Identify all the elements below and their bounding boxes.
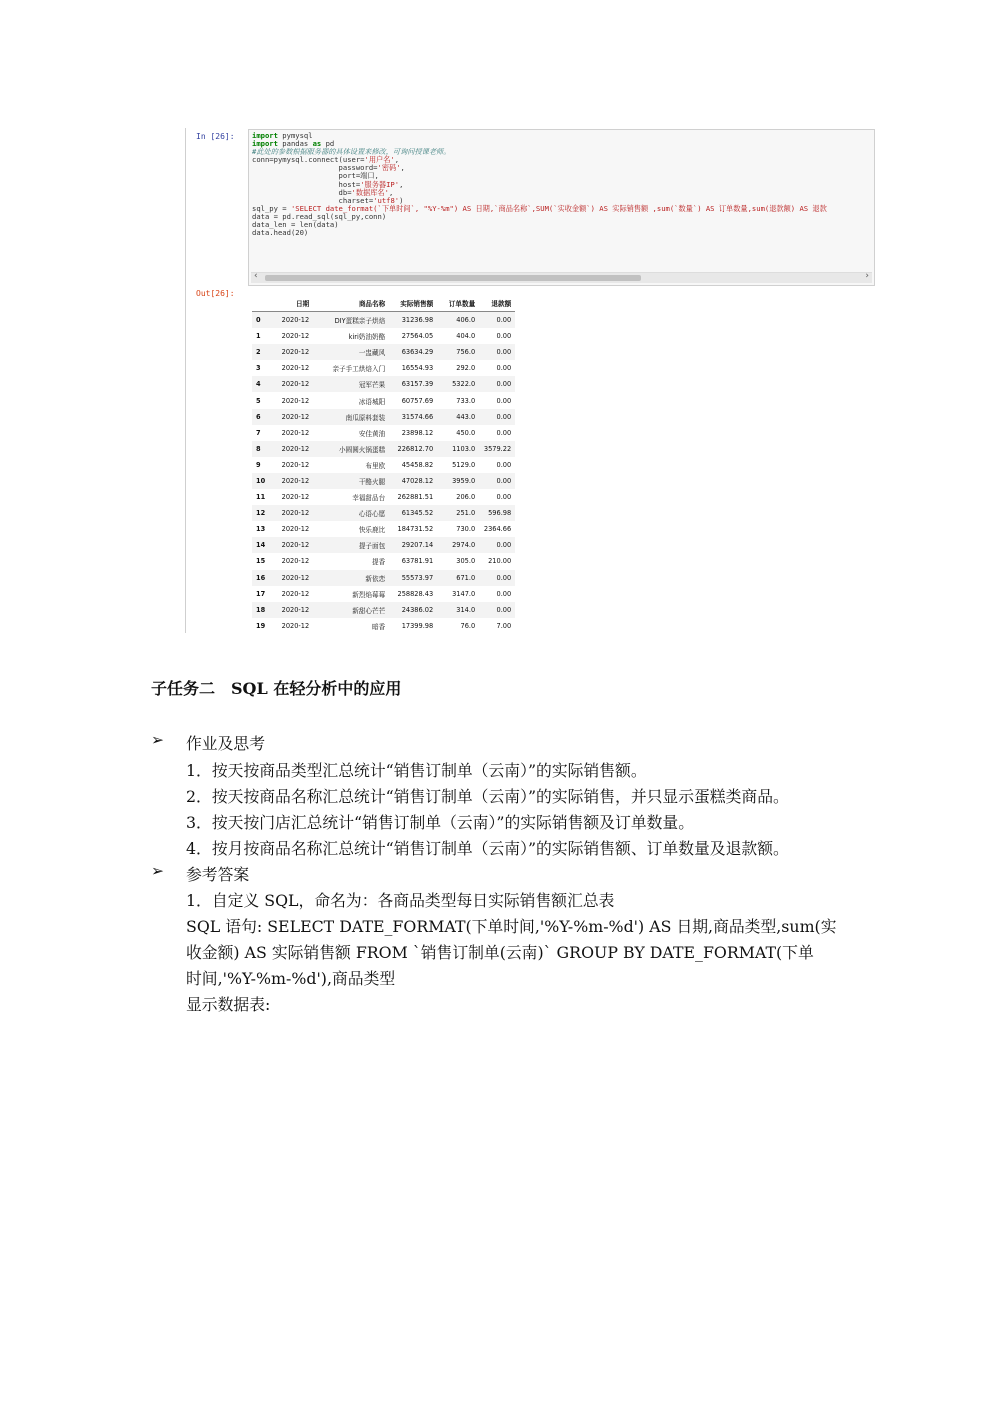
table-cell: 730.0 bbox=[456, 525, 476, 534]
table-row bbox=[252, 425, 515, 441]
code-token: , bbox=[388, 187, 394, 197]
row-index: 19 bbox=[256, 621, 266, 630]
code-token: '用户名' bbox=[364, 155, 395, 165]
code-token: data = pd.read_sql(sql_py,conn) bbox=[252, 211, 387, 221]
table-cell: 596.98 bbox=[479, 505, 515, 521]
table-cell: 布里欧 bbox=[365, 461, 386, 470]
answer-line: 时间,'%Y-%m-%d'),商品类型 bbox=[186, 969, 396, 988]
table-row bbox=[252, 586, 515, 602]
table-cell: 2364.66 bbox=[483, 525, 512, 534]
row-index: 13 bbox=[256, 525, 266, 534]
column-header: 退款额 bbox=[479, 295, 515, 312]
table-cell: 443.0 bbox=[437, 409, 479, 425]
table-cell: 0.00 bbox=[479, 312, 515, 329]
code-token: #此处的参数根据服务器的具体设置来修改，可询问授课老师。 bbox=[252, 147, 451, 157]
table-cell: 27564.05 bbox=[401, 332, 434, 341]
table-cell: 幸福甜品台 bbox=[352, 494, 386, 503]
table-cell: 210.00 bbox=[488, 557, 512, 566]
table-row bbox=[252, 537, 515, 553]
table-cell: 0.00 bbox=[496, 332, 512, 341]
row-index: 11 bbox=[256, 493, 266, 502]
table-cell: 63781.91 bbox=[401, 557, 434, 566]
code-line bbox=[252, 221, 871, 229]
table-row bbox=[252, 360, 515, 376]
table-cell: 47028.12 bbox=[389, 473, 437, 489]
row-index: 8 bbox=[252, 441, 269, 457]
table-cell: 733.0 bbox=[456, 396, 476, 405]
table-cell: 258828.43 bbox=[397, 589, 434, 598]
homework-item: 4．按月按商品名称汇总统计“销售订制单（云南）”的实际销售额、订单数量及退款额。 bbox=[186, 839, 789, 858]
table-cell: 5322.0 bbox=[437, 376, 479, 392]
table-cell: 1103.0 bbox=[437, 441, 479, 457]
table-cell: 206.0 bbox=[456, 493, 476, 502]
table-cell: 292.0 bbox=[456, 364, 476, 373]
row-index: 15 bbox=[256, 557, 266, 566]
code-token: , bbox=[400, 163, 405, 173]
code-token: port=端口, bbox=[252, 171, 379, 181]
table-cell: 冰语城阳 bbox=[358, 397, 386, 406]
table-cell: 55573.97 bbox=[389, 570, 437, 586]
table-cell: 快乐鹿比 bbox=[358, 526, 386, 535]
row-index: 16 bbox=[252, 570, 269, 586]
table-row bbox=[252, 457, 515, 473]
table-row bbox=[252, 489, 515, 505]
homework-item: 3．按天按门店汇总统计“销售订制单（云南）”的实际销售额及订单数量。 bbox=[186, 813, 695, 832]
table-cell: 0.00 bbox=[479, 570, 515, 586]
code-token: 'SELECT date_format(`下单时间`, "%Y-%m") AS 日期,`商品名称`,SUM(`实收金额`) AS 实际销售额 ,sum(`数量`) AS 订单数量,sum(退款额) AS 退款 bbox=[290, 203, 827, 213]
table-cell: 184731.52 bbox=[397, 525, 434, 534]
table-row bbox=[252, 602, 515, 618]
table-cell: 小圆圆火锅蛋糕 bbox=[313, 441, 389, 457]
table-cell: 671.0 bbox=[437, 570, 479, 586]
code-token: 'utf8' bbox=[373, 195, 400, 205]
table-cell: 61345.52 bbox=[389, 505, 437, 521]
table-cell: 24386.02 bbox=[389, 602, 437, 618]
table-cell: 2020-12 bbox=[269, 344, 313, 360]
code-line bbox=[252, 213, 871, 221]
row-index: 18 bbox=[252, 602, 269, 618]
table-row bbox=[252, 409, 515, 425]
code-token: db= bbox=[252, 187, 352, 197]
table-cell: 0.00 bbox=[496, 460, 512, 469]
table-cell: 0.00 bbox=[479, 344, 515, 360]
table-cell: 2020-12 bbox=[281, 364, 310, 373]
table-cell: 干酪火腿 bbox=[313, 473, 389, 489]
table-cell: 29207.14 bbox=[389, 537, 437, 553]
code-token: '密码' bbox=[377, 163, 401, 173]
table-cell: 406.0 bbox=[437, 312, 479, 329]
table-cell: 31574.66 bbox=[389, 409, 437, 425]
input-prompt: In [26]: bbox=[196, 132, 235, 141]
table-cell: 0.00 bbox=[479, 537, 515, 553]
row-index: 14 bbox=[252, 537, 269, 553]
table-cell: 17399.98 bbox=[401, 621, 434, 630]
row-index: 1 bbox=[256, 332, 261, 341]
table-cell: 2020-12 bbox=[269, 505, 313, 521]
table-cell: 2020-12 bbox=[269, 312, 313, 329]
code-token: '数据库名' bbox=[351, 187, 389, 197]
row-index: 10 bbox=[252, 473, 269, 489]
table-cell: 756.0 bbox=[437, 344, 479, 360]
table-cell: 亲子手工烘焙入门 bbox=[332, 365, 386, 374]
answer-line: 收金额) AS 实际销售额 FROM `销售订制单(云南)` GROUP BY DATE_FORMAT(下单 bbox=[186, 943, 814, 962]
code-token: host= bbox=[252, 179, 361, 189]
table-cell: 新依恋 bbox=[313, 570, 389, 586]
answer-line: 1．自定义 SQL，命名为：各商品类型每日实际销售额汇总表 bbox=[186, 891, 615, 910]
table-row bbox=[252, 570, 515, 586]
table-cell: 2020-12 bbox=[281, 621, 310, 630]
table-cell: 314.0 bbox=[437, 602, 479, 618]
table-row bbox=[252, 376, 515, 392]
answer-line: SQL 语句: SELECT DATE_FORMAT(下单时间,'%Y-%m-%d') AS 日期,商品类型,sum(实 bbox=[186, 917, 837, 936]
table-row bbox=[252, 312, 515, 329]
table-cell: 0.00 bbox=[496, 364, 512, 373]
code-token: data_len = len(data) bbox=[252, 220, 339, 230]
table-cell: 2020-12 bbox=[281, 396, 310, 405]
table-row bbox=[252, 344, 515, 360]
row-index: 17 bbox=[256, 589, 266, 598]
table-cell: 2020-12 bbox=[281, 525, 310, 534]
table-cell: 23898.12 bbox=[401, 428, 434, 437]
table-cell: 2974.0 bbox=[437, 537, 479, 553]
table-row bbox=[252, 521, 515, 537]
table-cell: 2020-12 bbox=[269, 376, 313, 392]
index-header bbox=[252, 295, 269, 312]
table-row bbox=[252, 392, 515, 408]
table-cell: 2020-12 bbox=[281, 428, 310, 437]
table-row bbox=[252, 328, 515, 344]
code-token: data.head(20) bbox=[252, 228, 309, 238]
code-token: as bbox=[312, 139, 322, 149]
table-cell: 3579.22 bbox=[479, 441, 515, 457]
table-row bbox=[252, 553, 515, 569]
table-cell: 2020-12 bbox=[269, 570, 313, 586]
row-index: 3 bbox=[256, 364, 261, 373]
output-prompt: Out[26]: bbox=[196, 289, 235, 298]
table-cell: 76.0 bbox=[460, 621, 476, 630]
row-index: 9 bbox=[256, 460, 261, 469]
table-cell: 7.00 bbox=[496, 621, 512, 630]
code-token: pd bbox=[321, 139, 335, 149]
table-cell: 提香 bbox=[372, 558, 386, 567]
table-cell: 安佳黄油 bbox=[358, 429, 386, 438]
column-header: 订单数量 bbox=[437, 295, 479, 312]
table-cell: 3959.0 bbox=[437, 473, 479, 489]
table-cell: 450.0 bbox=[456, 428, 476, 437]
row-index: 4 bbox=[252, 376, 269, 392]
code-token: , bbox=[399, 179, 404, 189]
column-header: 商品名称 bbox=[313, 295, 389, 312]
table-cell: 提子面包 bbox=[313, 537, 389, 553]
table-cell: 251.0 bbox=[437, 505, 479, 521]
homework-item: 2．按天按商品名称汇总统计“销售订制单（云南）”的实际销售，并只显示蛋糕类商品。 bbox=[186, 787, 789, 806]
table-cell: 2020-12 bbox=[269, 473, 313, 489]
column-header: 日期 bbox=[269, 295, 313, 312]
table-cell: 2020-12 bbox=[269, 409, 313, 425]
table-cell: 2020-12 bbox=[269, 602, 313, 618]
row-index: 6 bbox=[252, 409, 269, 425]
code-token: '服务器IP' bbox=[360, 179, 400, 189]
code-token: pandas bbox=[277, 139, 313, 149]
row-index: 0 bbox=[252, 312, 269, 329]
code-token: sql_py = bbox=[252, 203, 291, 213]
table-cell: 2020-12 bbox=[281, 493, 310, 502]
table-cell: 冠军芒果 bbox=[313, 376, 389, 392]
table-cell: 305.0 bbox=[456, 557, 476, 566]
table-cell: 0.00 bbox=[496, 396, 512, 405]
table-cell: 心语心愿 bbox=[313, 505, 389, 521]
table-cell: 226812.70 bbox=[389, 441, 437, 457]
table-cell: 63157.39 bbox=[389, 376, 437, 392]
table-cell: 2020-12 bbox=[281, 332, 310, 341]
code-token: conn=pymysql.connect(user= bbox=[252, 155, 365, 165]
code-token: password= bbox=[252, 163, 378, 173]
table-cell: 3147.0 bbox=[452, 589, 476, 598]
table-row bbox=[252, 473, 515, 489]
table-cell: 45458.82 bbox=[401, 460, 434, 469]
table-cell: 0.00 bbox=[479, 376, 515, 392]
scroll-right-icon[interactable]: › bbox=[865, 271, 869, 281]
column-header: 实际销售额 bbox=[389, 295, 437, 312]
table-cell: 63634.29 bbox=[389, 344, 437, 360]
bullet-icon: ➢ bbox=[151, 862, 164, 880]
table-cell: 2020-12 bbox=[281, 589, 310, 598]
code-line bbox=[252, 132, 871, 140]
answer-heading: 参考答案 bbox=[186, 865, 250, 884]
subtask-title: 子任务二 SQL 在轻分析中的应用 bbox=[151, 679, 402, 698]
code-token: import bbox=[252, 131, 278, 140]
table-cell: 2020-12 bbox=[269, 441, 313, 457]
homework-item: 1．按天按商品类型汇总统计“销售订制单（云南）”的实际销售额。 bbox=[186, 761, 647, 780]
code-token: , bbox=[394, 155, 400, 165]
scrollbar-thumb[interactable] bbox=[265, 275, 641, 281]
row-index: 7 bbox=[256, 428, 261, 437]
table-cell: 262881.51 bbox=[397, 493, 434, 502]
code-token: ) bbox=[399, 195, 404, 205]
horizontal-scrollbar[interactable] bbox=[251, 272, 872, 283]
table-cell: 404.0 bbox=[456, 332, 476, 341]
scroll-left-icon[interactable]: ‹ bbox=[254, 271, 258, 281]
code-editor[interactable] bbox=[249, 130, 874, 237]
table-cell: 0.00 bbox=[496, 428, 512, 437]
table-cell: 一盅藏风 bbox=[313, 344, 389, 360]
code-line bbox=[252, 229, 871, 237]
table-cell: 0.00 bbox=[479, 409, 515, 425]
table-cell: 60757.69 bbox=[401, 396, 434, 405]
table-cell: kiri奶油奶酪 bbox=[348, 333, 386, 342]
dataframe-output bbox=[252, 295, 515, 634]
table-cell: 0.00 bbox=[479, 602, 515, 618]
table-row bbox=[252, 441, 515, 457]
table-cell: 16554.93 bbox=[401, 364, 434, 373]
table-header-row bbox=[252, 295, 515, 312]
code-token: charset= bbox=[252, 195, 374, 205]
table-cell: DIY蛋糕亲子烘焙 bbox=[313, 312, 389, 329]
answer-line: 显示数据表: bbox=[186, 995, 271, 1014]
table-cell: 0.00 bbox=[479, 473, 515, 489]
table-cell: 2020-12 bbox=[269, 537, 313, 553]
homework-heading: 作业及思考 bbox=[186, 734, 265, 753]
code-token: pymysql bbox=[277, 131, 313, 140]
table-cell: 0.00 bbox=[496, 493, 512, 502]
row-index: 2 bbox=[252, 344, 269, 360]
table-cell: 南瓜原料套装 bbox=[313, 409, 389, 425]
table-row bbox=[252, 618, 515, 634]
table-cell: 5129.0 bbox=[452, 460, 476, 469]
table-cell: 31236.98 bbox=[389, 312, 437, 329]
table-cell: 0.00 bbox=[496, 589, 512, 598]
bullet-icon: ➢ bbox=[151, 731, 164, 749]
code-token: import bbox=[252, 139, 278, 149]
table-cell: 新甜心芒芒 bbox=[313, 602, 389, 618]
notebook-screenshot bbox=[185, 128, 878, 633]
table-row bbox=[252, 505, 515, 521]
row-index: 5 bbox=[256, 396, 261, 405]
table-cell: 新烈焰莓莓 bbox=[352, 590, 386, 599]
table-cell: 2020-12 bbox=[281, 557, 310, 566]
table-cell: 2020-12 bbox=[281, 460, 310, 469]
row-index: 12 bbox=[252, 505, 269, 521]
code-cell[interactable] bbox=[248, 129, 875, 286]
table-cell: 暗香 bbox=[372, 622, 386, 631]
